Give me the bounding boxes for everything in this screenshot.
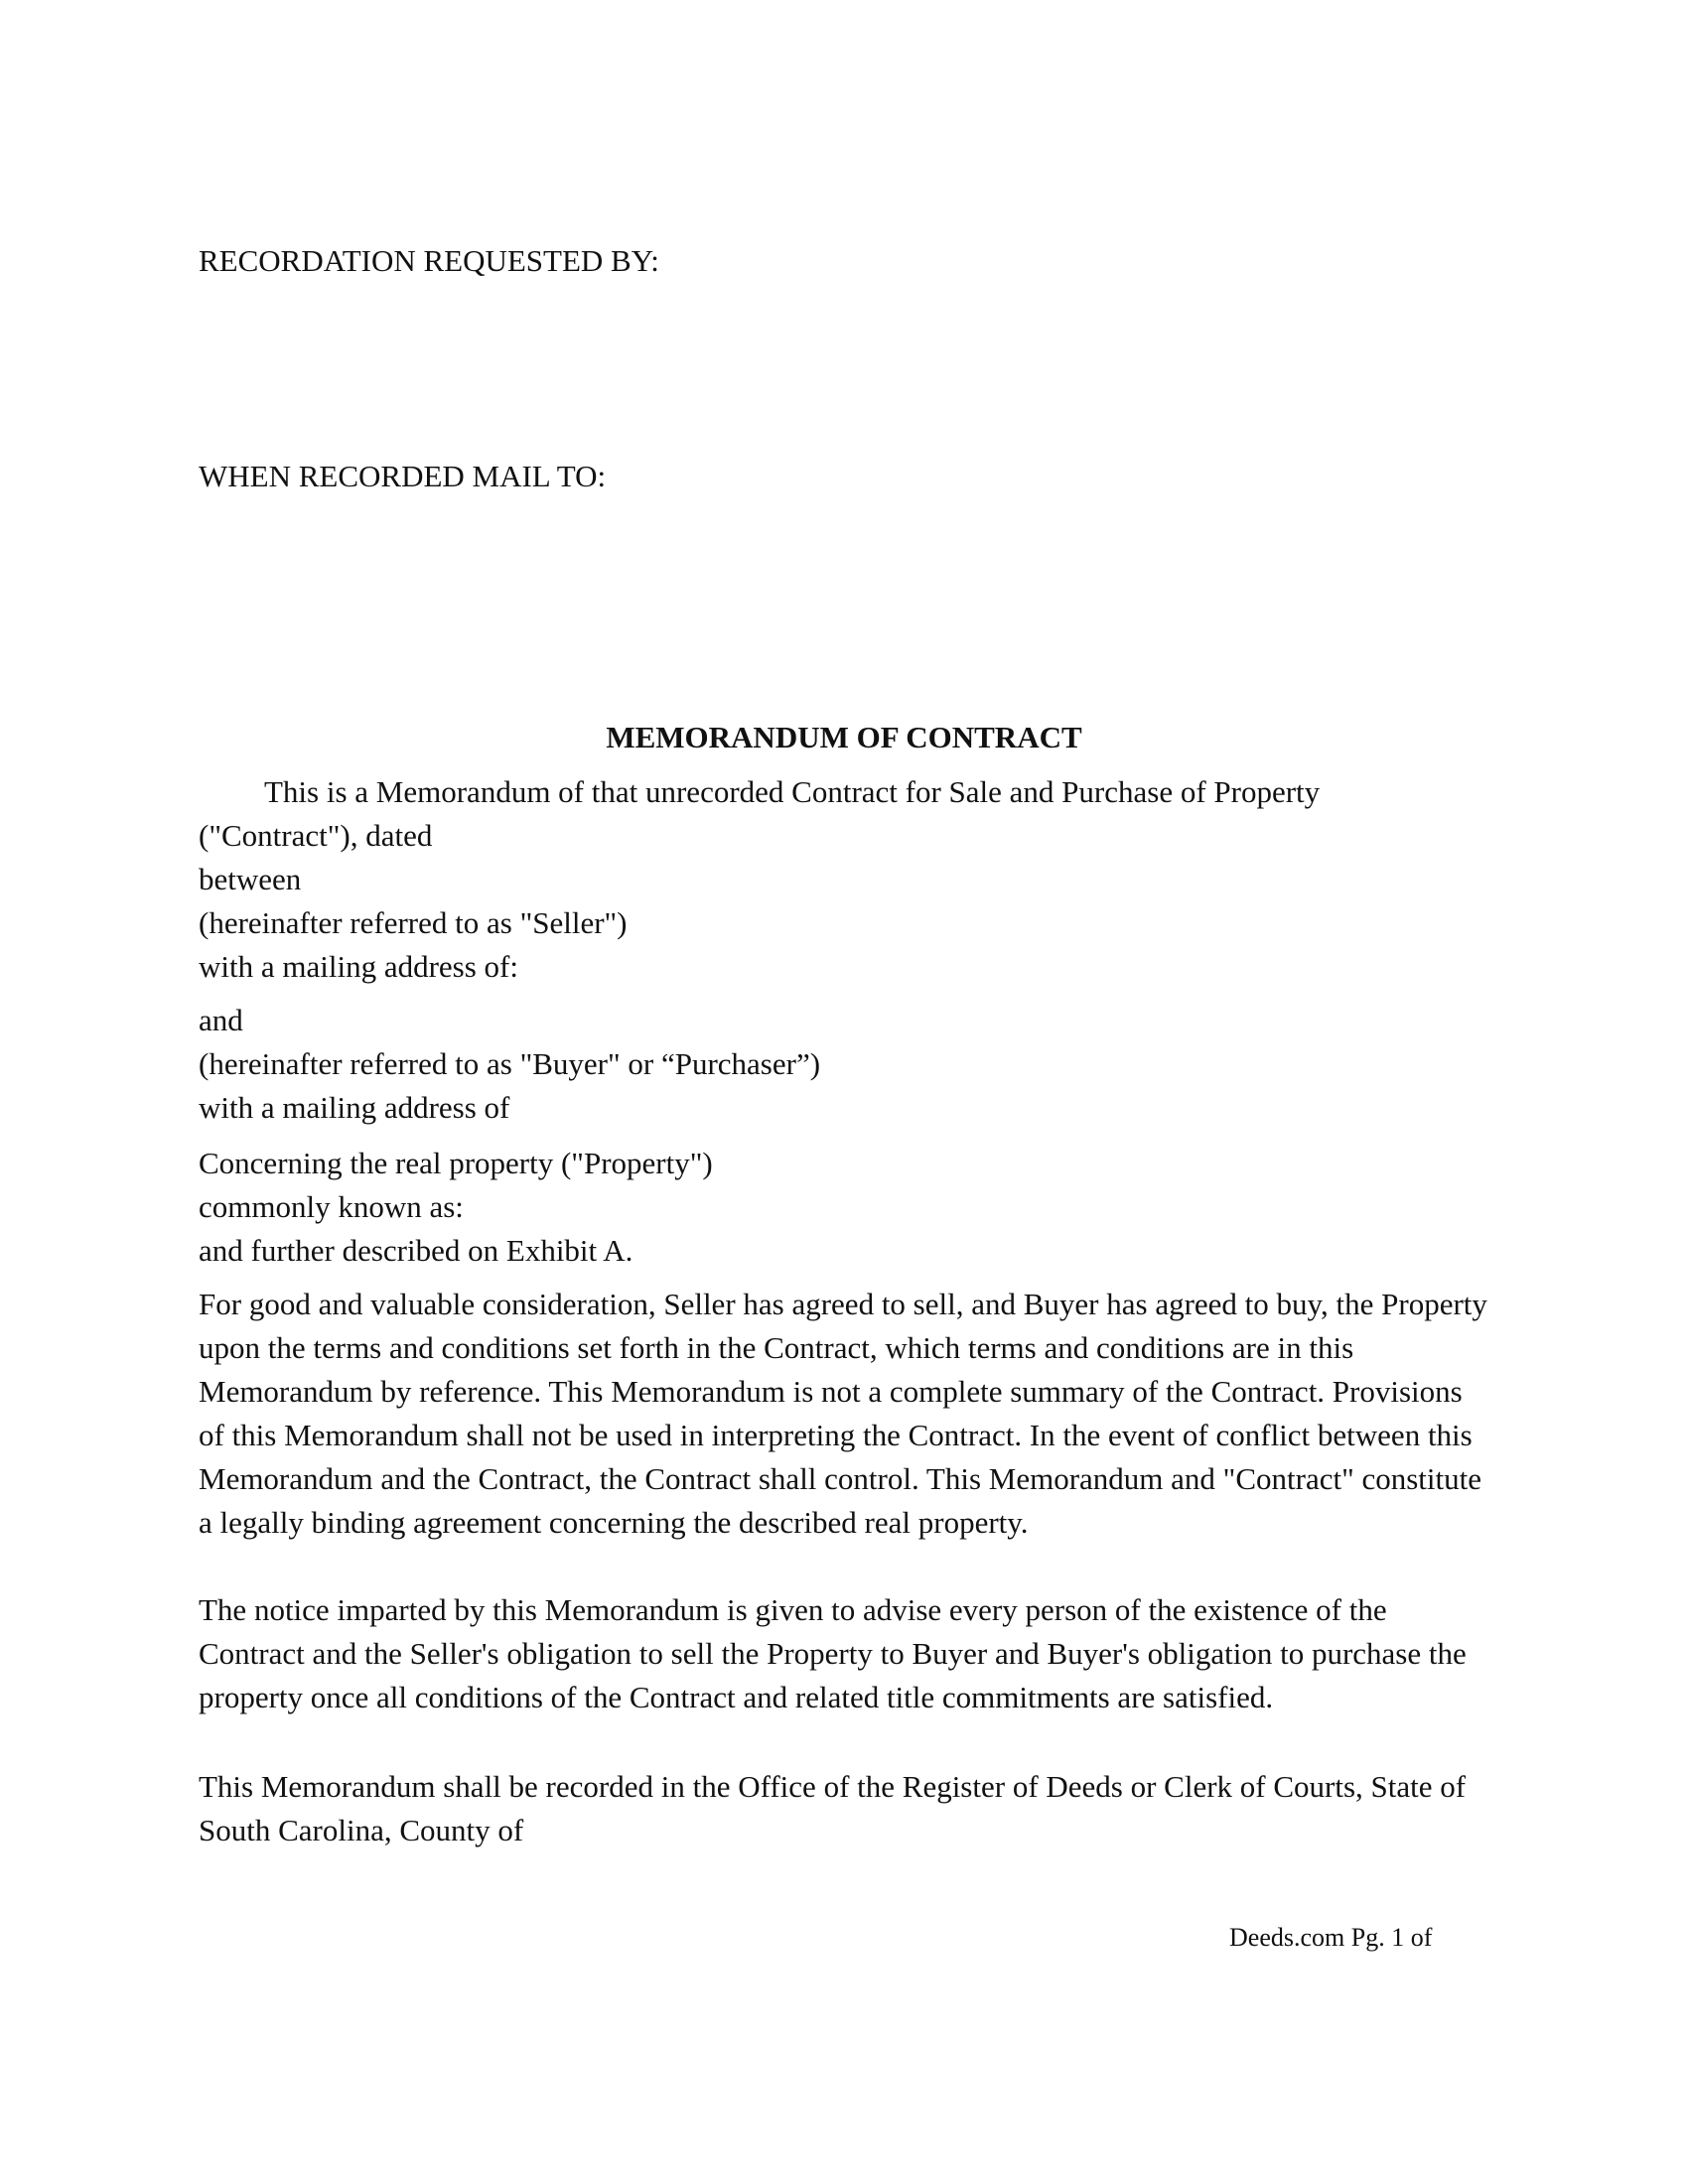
recording-paragraph: This Memorandum shall be recorded in the Office of the Register of Deeds or Clerk of Courts, State of South Carolina, County of (199, 1769, 1467, 1847)
property-line-2: commonly known as: (199, 1189, 464, 1224)
and-text: and (199, 1003, 243, 1037)
intro-line-2: ("Contract"), dated (199, 818, 433, 853)
page-footer: Deeds.com Pg. 1 of (1229, 1923, 1433, 1952)
seller-mailing-address-label: with a mailing address of: (199, 949, 518, 984)
between-text: between (199, 862, 302, 896)
property-line-3: and further described on Exhibit A. (199, 1233, 633, 1268)
buyer-reference: (hereinafter referred to as "Buyer" or “Purchaser”) (199, 1046, 821, 1081)
document-title: MEMORANDUM OF CONTRACT (606, 720, 1082, 754)
when-recorded-mail-to-label: WHEN RECORDED MAIL TO: (199, 459, 607, 493)
consideration-paragraph: For good and valuable consideration, Seller has agreed to sell, and Buyer has agreed to buy, the Property upon the terms and conditions set forth in the Contract, which terms and conditions are in this Memorandum by reference. This Memorandum is not a complete summary of the Contract. Provisions of this Memorandum shall not be used in interpreting the Contract. In the event of conflict between this Memorandum and the Contract, the Contract shall control. This Memorandum and "Contract" constitute a legally binding agreement concerning the described real property. (199, 1287, 1487, 1540)
recordation-requested-by-label: RECORDATION REQUESTED BY: (199, 243, 659, 278)
buyer-mailing-address-label: with a mailing address of (199, 1090, 510, 1125)
intro-line-1: This is a Memorandum of that unrecorded Contract for Sale and Purchase of Property (264, 774, 1321, 809)
notice-paragraph: The notice imparted by this Memorandum is given to advise every person of the existence of the Contract and the Seller's obligation to sell the Property to Buyer and Buyer's obligation to purchase the property once all conditions of the Contract and related title commitments are satisfied. (199, 1592, 1467, 1714)
property-line-1: Concerning the real property ("Property") (199, 1146, 713, 1180)
seller-reference: (hereinafter referred to as "Seller") (199, 905, 628, 940)
